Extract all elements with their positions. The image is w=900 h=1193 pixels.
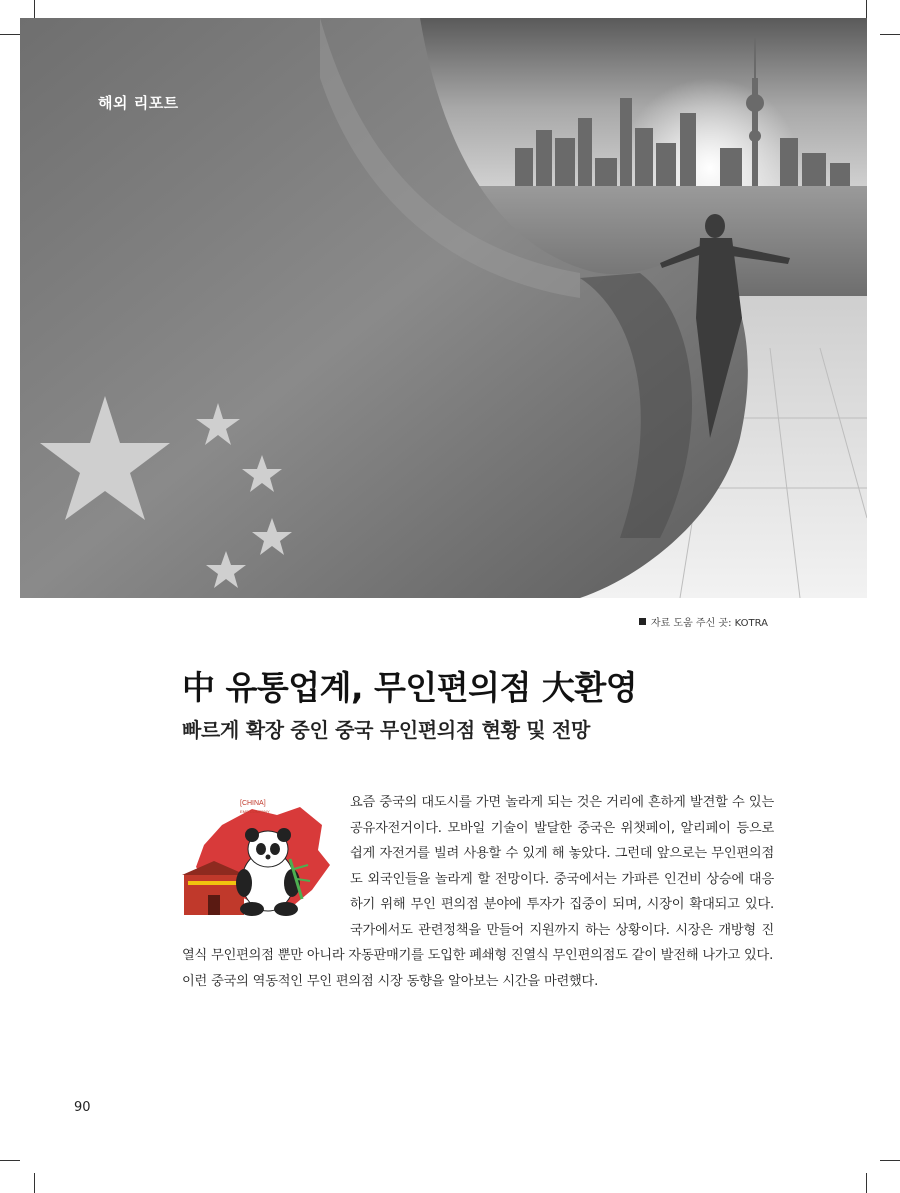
illustration-tag: [CHINA]	[240, 800, 266, 807]
crop-mark	[880, 1160, 900, 1161]
photo-credit	[639, 614, 768, 629]
image-spacer	[182, 790, 350, 940]
page-number: 90	[74, 1100, 91, 1115]
article-subheadline: 빠르게 확장 중인 중국 무인편의점 현황 및 전망	[182, 718, 591, 742]
crop-mark	[34, 0, 35, 20]
crop-mark	[0, 1160, 20, 1161]
crop-mark	[880, 34, 900, 35]
body-paragraph: 이런 중국의 역동적인 무인 편의점 시장 동향을 알아보는 시간을 마련했다.	[182, 973, 599, 989]
credit-text: 자료 도움 주신 곳: KOTRA	[650, 618, 768, 629]
hero-image	[20, 18, 867, 598]
crop-mark	[866, 1173, 867, 1193]
illustration-caption: EMS COMPANY	[240, 809, 270, 814]
body-paragraph: 요즘 중국의 대도시를 가면 놀라게 되는 것은 거리에 흔하게 발견할 수 있는 공유자전거이다. 모바일 기술이 발달한 중국은 위챗페이, 알리페이 등으로 쉽게 자전거를 빌려 사용할 수 있게 해 놓았다. 그런데 앞으로는 무인편의점도 외국인들을 놀라게 할 전망이다. 중국에서는 가파른 인건비 상승에 대응하기 위해 무인 편의점 분야에 투자가 집중이 되며, 시장이 확대되고 있다. 국가에서도 관련정책을 만들어 지원까지 하는 상황이다. 시장은 개방형 진열식 무인편의점 뿐만 아니라 자동판매기를 도입한 폐쇄형 진열식 무인편의점도 같이 발전해 나가고 있다.	[182, 795, 774, 963]
bullet-square-icon	[639, 618, 646, 625]
crop-mark	[866, 0, 867, 20]
article-body	[182, 790, 774, 994]
crop-mark	[34, 1173, 35, 1193]
crop-mark	[0, 34, 20, 35]
section-label: 해외 리포트	[98, 94, 179, 112]
article-headline: 中 유통업계, 무인편의점 大환영	[182, 668, 638, 707]
